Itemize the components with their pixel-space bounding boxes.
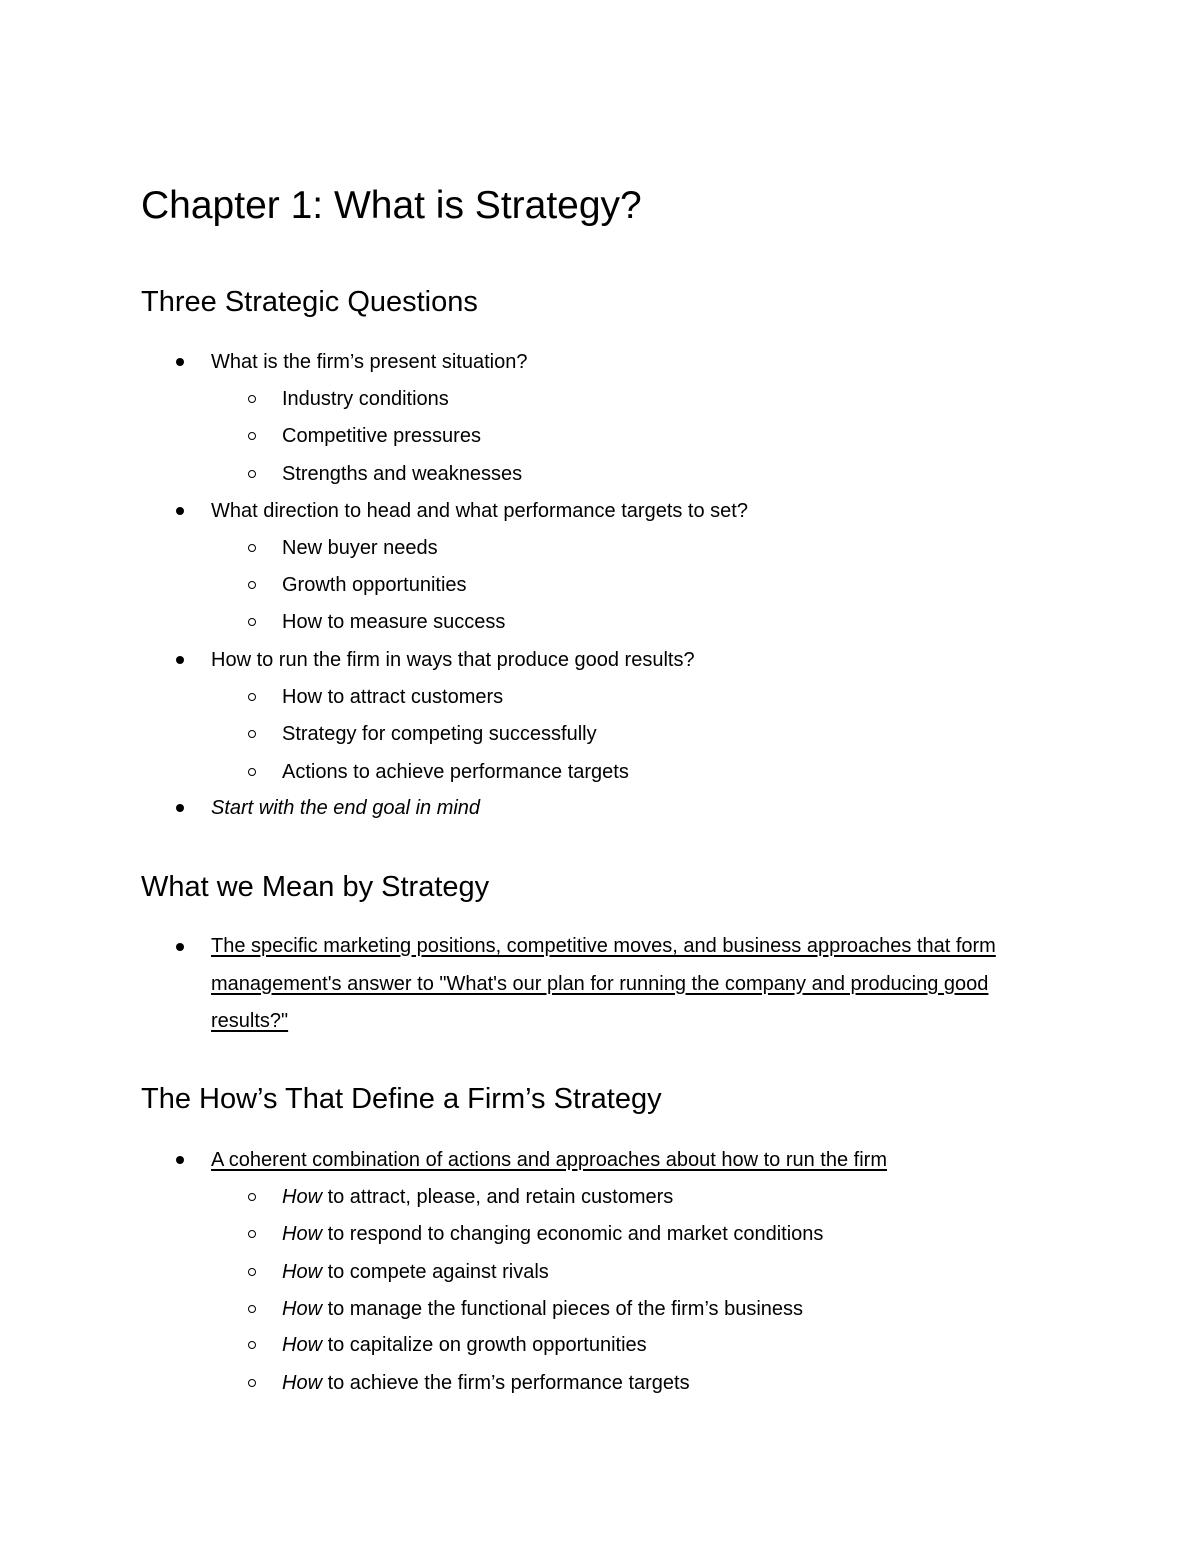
section-heading-hows: The How’s That Define a Firm’s Strategy: [141, 1083, 662, 1115]
list-item-text: Strategy for competing successfully: [282, 723, 597, 745]
circle-bullet-icon: [248, 470, 256, 478]
circle-bullet-icon: [248, 432, 256, 440]
bullet-icon: [176, 358, 184, 366]
circle-bullet-icon: [248, 1341, 256, 1349]
bullet-icon: [176, 656, 184, 664]
sub-list-item: [282, 1369, 690, 1397]
circle-bullet-icon: [248, 1379, 256, 1387]
sub-list-item: [282, 683, 503, 711]
circle-bullet-icon: [248, 1305, 256, 1313]
bullet-icon: [176, 943, 184, 951]
circle-bullet-icon: [248, 1268, 256, 1276]
sub-list-item: [282, 1258, 549, 1286]
how-prefix: How: [282, 1223, 323, 1245]
list-item-text: to manage the functional pieces of the firm’s business: [322, 1298, 804, 1320]
list-item: [211, 1146, 887, 1174]
definition-text: The specific marketing positions, competitive moves, and business approaches that form management's answer to "What's our plan for running the company and producing good results?": [211, 935, 996, 1032]
section-heading-what-we-mean: What we Mean by Strategy: [141, 871, 490, 903]
how-prefix: How: [282, 1334, 323, 1356]
list-item-text: Industry conditions: [282, 388, 449, 410]
sub-list-item: [282, 534, 438, 562]
sub-list-item: [282, 1220, 823, 1248]
list-item: [211, 646, 695, 674]
sub-list-item: [282, 1331, 647, 1359]
list-item-text: Strengths and weaknesses: [282, 463, 523, 485]
list-item-text: How to attract customers: [282, 686, 504, 708]
circle-bullet-icon: [248, 1193, 256, 1201]
list-item-text: to respond to changing economic and market conditions: [322, 1223, 824, 1245]
list-item-text: Growth opportunities: [282, 574, 467, 596]
how-prefix: How: [282, 1261, 323, 1283]
sub-list-item: [282, 385, 449, 413]
list-item: [211, 497, 748, 525]
list-item-text: Actions to achieve performance targets: [282, 761, 629, 783]
section-heading-three-strategic-questions: Three Strategic Questions: [141, 286, 478, 318]
page-title: Chapter 1: What is Strategy?: [141, 184, 642, 227]
sub-list-item: [282, 571, 467, 599]
list-item-text: Start with the end goal in mind: [211, 797, 481, 819]
circle-bullet-icon: [248, 730, 256, 738]
how-prefix: How: [282, 1372, 323, 1394]
list-item-text: to compete against rivals: [322, 1261, 549, 1283]
circle-bullet-icon: [248, 768, 256, 776]
list-item: [211, 928, 1071, 1041]
list-item-text: Competitive pressures: [282, 425, 481, 447]
bullet-icon: [176, 804, 184, 812]
circle-bullet-icon: [248, 395, 256, 403]
sub-list-item: [282, 422, 481, 450]
bullet-icon: [176, 1156, 184, 1164]
list-item-text: How to run the firm in ways that produce good results?: [211, 649, 695, 671]
list-item: [211, 794, 480, 822]
sub-list-item: [282, 460, 522, 488]
circle-bullet-icon: [248, 581, 256, 589]
list-item-text: A coherent combination of actions and approaches about how to run the firm: [211, 1149, 887, 1171]
sub-list-item: [282, 608, 505, 636]
list-item-text: What direction to head and what performance targets to set?: [211, 500, 748, 522]
how-prefix: How: [282, 1186, 323, 1208]
list-item-text: to achieve the firm’s performance targets: [322, 1372, 690, 1394]
sub-list-item: [282, 720, 597, 748]
circle-bullet-icon: [248, 618, 256, 626]
list-item-text: to attract, please, and retain customers: [322, 1186, 674, 1208]
sub-list-item: [282, 758, 629, 786]
how-prefix: How: [282, 1298, 323, 1320]
sub-list-item: [282, 1183, 673, 1211]
list-item: [211, 348, 527, 376]
circle-bullet-icon: [248, 693, 256, 701]
bullet-icon: [176, 507, 184, 515]
list-item-text: New buyer needs: [282, 537, 438, 559]
circle-bullet-icon: [248, 1230, 256, 1238]
list-item-text: to capitalize on growth opportunities: [322, 1334, 647, 1356]
list-item-text: What is the firm’s present situation?: [211, 351, 528, 373]
list-item-text: How to measure success: [282, 611, 506, 633]
circle-bullet-icon: [248, 544, 256, 552]
sub-list-item: [282, 1295, 803, 1323]
